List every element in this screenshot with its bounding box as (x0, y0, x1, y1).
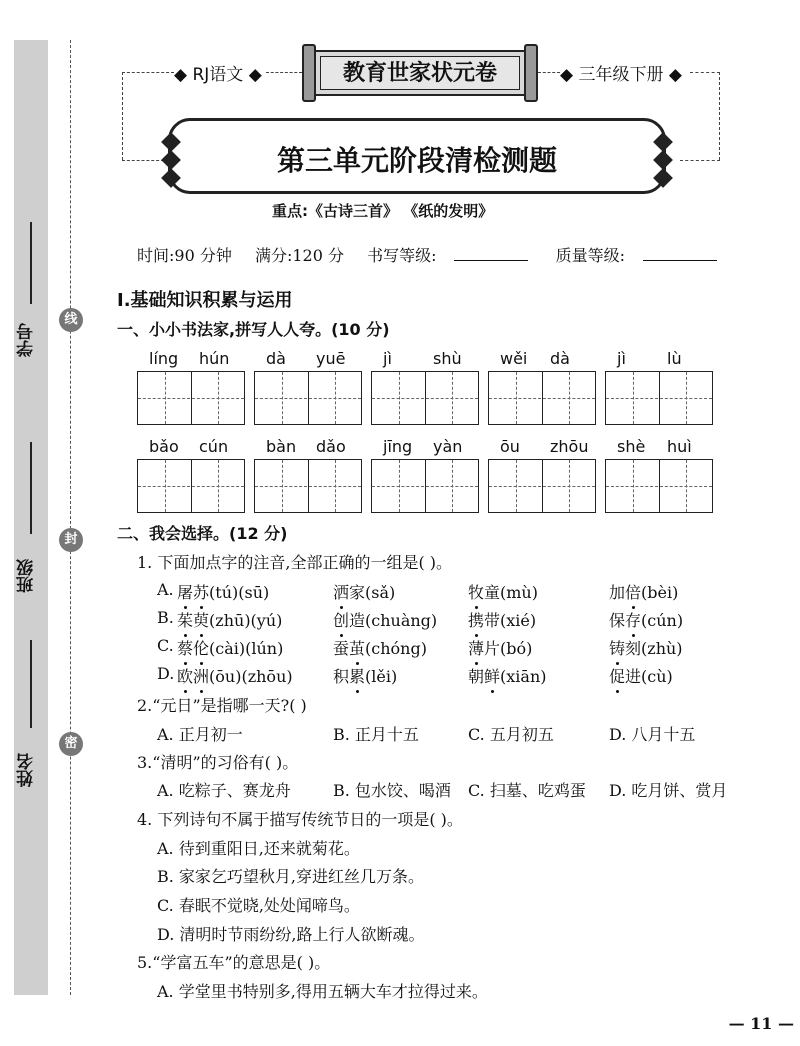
class-line (30, 442, 32, 534)
q2-2-optB: B. 正月十五 (333, 725, 419, 744)
student-id-label: 学号 (17, 323, 37, 357)
writing-grid[interactable] (488, 459, 596, 513)
header-vdash-right (719, 72, 720, 160)
writing-grid[interactable] (137, 371, 245, 425)
q2-1-optA-4: 加倍(bèi) (609, 580, 678, 603)
q2-1-optB-label: B. (157, 608, 174, 627)
q2-2-optC: C. 五月初五 (468, 725, 554, 744)
cut-line (70, 40, 71, 995)
q2-1-optA-3: 牧童(mù) (468, 580, 538, 603)
series-scroll (302, 44, 538, 102)
q2-3-optC: C. 扫墓、吃鸡蛋 (468, 781, 586, 800)
q2-3-optA: A. 吃粽子、赛龙舟 (157, 781, 291, 800)
time-info: 时间:90 分钟 (137, 246, 232, 265)
q2-1-optD-2: 积累(lěi) (333, 664, 397, 687)
writing-grid[interactable] (254, 371, 362, 425)
q2-1-optD-1: 欧洲(ōu)(zhōu) (177, 664, 293, 687)
writing-grade-label: 书写等级: (367, 246, 437, 265)
q2-3-stem: 3.“清明”的习俗有( )。 (137, 753, 299, 772)
pinyin-label: wěi (500, 349, 528, 368)
seal-secret-badge: 密 (59, 732, 83, 756)
class-label: 班级 (17, 559, 37, 593)
pinyin-label: hún (199, 349, 230, 368)
page-number: — 11 — (728, 1014, 794, 1033)
q2-4-optD: D. 清明时节雨纷纷,路上行人欲断魂。 (157, 925, 425, 944)
pinyin-label: yuē (316, 349, 346, 368)
writing-grid[interactable] (605, 459, 713, 513)
pinyin-label: jīng (383, 437, 413, 456)
q1-title: 一、小小书法家,拼写人人夸。(10 分) (117, 320, 390, 339)
q2-1-optB-3: 携带(xié) (468, 608, 536, 631)
full-score-info: 满分:120 分 (254, 246, 344, 265)
q2-1-optD-label: D. (157, 664, 175, 683)
seal-line-badge: 线 (59, 308, 83, 332)
pinyin-label: yàn (433, 437, 463, 456)
q2-1-optD-4: 促进(cù) (609, 664, 673, 687)
q2-2-optD: D. 八月十五 (609, 725, 696, 744)
title-banner (168, 118, 666, 194)
name-line (30, 640, 32, 728)
pinyin-label: lù (667, 349, 682, 368)
q2-5-stem: 5.“学富五车”的意思是( )。 (137, 953, 331, 972)
scroll-roll-right (524, 44, 538, 102)
q2-5-optA: A. 学堂里书特别多,得用五辆大车才拉得过来。 (157, 982, 488, 1001)
pinyin-label: líng (149, 349, 179, 368)
pinyin-label: bàn (266, 437, 297, 456)
header-dash-right3 (680, 160, 720, 161)
pinyin-label: ōu (500, 437, 520, 456)
q2-1-optB-1: 茱萸(zhū)(yú) (177, 608, 282, 631)
q2-1-optB-4: 保存(cún) (609, 608, 683, 631)
header-dash-right2 (690, 72, 720, 73)
pinyin-label: jì (383, 349, 392, 368)
q2-3-optB: B. 包水饺、喝酒 (333, 781, 451, 800)
q2-1-stem: 1. 下面加点字的注音,全部正确的一组是( )。 (137, 553, 453, 572)
pinyin-label: cún (199, 437, 229, 456)
pinyin-label: shè (617, 437, 646, 456)
name-label: 姓名 (17, 753, 37, 787)
focus-line: 重点:《古诗三首》 《纸的发明》 (272, 202, 494, 220)
q2-1-optA-1: 屠苏(tú)(sū) (177, 580, 269, 603)
q2-3-optD: D. 吃月饼、赏月 (609, 781, 728, 800)
q2-title: 二、我会选择。(12 分) (117, 524, 288, 543)
quality-grade-blank[interactable] (643, 247, 717, 261)
q2-1-optA-2: 洒家(sǎ) (333, 580, 395, 603)
quality-grade-label: 质量等级: (555, 246, 625, 265)
pinyin-label: bǎo (149, 437, 179, 456)
q2-4-optC: C. 春眠不觉晓,处处闻啼鸟。 (157, 896, 360, 915)
q2-1-optA-label: A. (157, 580, 174, 599)
seal-seal-badge: 封 (59, 528, 83, 552)
q2-2-stem: 2.“元日”是指哪一天?( ) (137, 696, 307, 715)
diamond-deco-right (656, 131, 670, 189)
q2-1-optD-3: 朝鲜(xiān) (468, 664, 547, 687)
pinyin-label: dà (266, 349, 286, 368)
q2-1-optC-4: 铸刻(zhù) (609, 636, 683, 659)
writing-grid[interactable] (137, 459, 245, 513)
writing-grid[interactable] (254, 459, 362, 513)
section-title: Ⅰ.基础知识积累与运用 (117, 290, 293, 311)
header-dash-left3 (122, 160, 164, 161)
pinyin-label: shù (433, 349, 462, 368)
page-title: 第三单元阶段清检测题 (276, 144, 557, 177)
pinyin-label: huì (667, 437, 692, 456)
writing-grid[interactable] (488, 371, 596, 425)
pinyin-label: jì (617, 349, 626, 368)
pinyin-label: dà (550, 349, 570, 368)
student-id-line (30, 222, 32, 304)
pinyin-label: zhōu (550, 437, 589, 456)
exam-info (137, 243, 735, 266)
grade-label: ◆ 三年级下册 ◆ (560, 65, 682, 85)
scroll-body (314, 50, 526, 96)
q2-4-optB: B. 家家乞巧望秋月,穿进红丝几万条。 (157, 867, 425, 886)
q2-1-optC-label: C. (157, 636, 174, 655)
header-dash-left2 (266, 72, 302, 73)
header-vdash-left (122, 72, 123, 160)
writing-grid[interactable] (371, 459, 479, 513)
pinyin-label: dǎo (316, 437, 346, 456)
q2-4-optA: A. 待到重阳日,还来就菊花。 (157, 839, 360, 858)
q2-1-optC-3: 薄片(bó) (468, 636, 532, 659)
header-dash-left (122, 72, 174, 73)
header-dash-right (538, 72, 560, 73)
writing-grid[interactable] (371, 371, 479, 425)
series-title: 教育世家状元卷 (320, 56, 520, 90)
q2-4-stem: 4. 下列诗句不属于描写传统节日的一项是( )。 (137, 810, 463, 829)
writing-grid[interactable] (605, 371, 713, 425)
q2-2-optA: A. 正月初一 (157, 725, 243, 744)
writing-grade-blank[interactable] (454, 247, 528, 261)
q2-1-optC-1: 蔡伦(cài)(lún) (177, 636, 283, 659)
q2-1-optC-2: 蚕茧(chóng) (333, 636, 427, 659)
subject-label: ◆ RJ语文 ◆ (174, 65, 262, 85)
q2-1-optB-2: 创造(chuàng) (333, 608, 437, 631)
